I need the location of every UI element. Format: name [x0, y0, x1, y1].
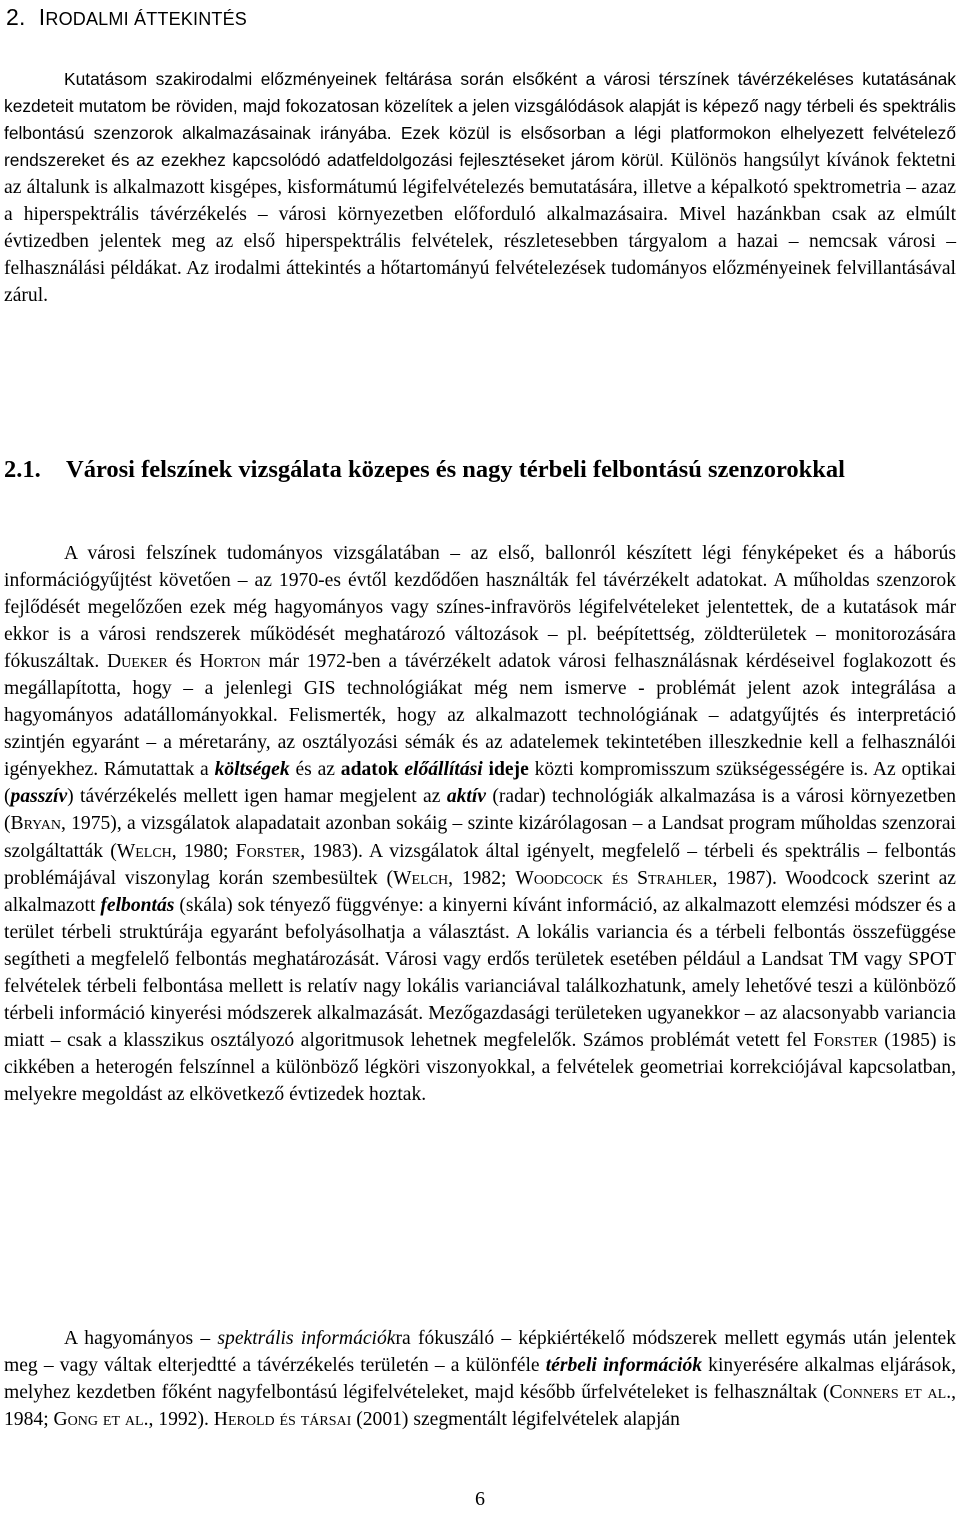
citation-horton: Horton — [199, 651, 261, 673]
citation-dueker: Dueker — [106, 651, 168, 673]
section-number: 2.1. — [4, 456, 41, 483]
body-paragraph-1 — [4, 540, 956, 1108]
text-run: , 1983). A vizsgálatok által igényelt, megfelelő – térbeli és spektrális – felbontás problémájával viszonylag korán szembesültek ( — [4, 840, 957, 889]
text-run: , 1975), a vizsgálatok alapadatait azonban sokáig – szinte kizárólagosan – a Landsat program műholdas szenzorai szolgáltatták ( — [4, 813, 956, 862]
text-run: közti kompromisszum szükségességére is. Az optikai ( — [4, 759, 956, 808]
body-paragraph-2 — [4, 1325, 956, 1433]
intro-sentence-4: Mivel hazánkban csak az elmúlt évtizedben jelentek meg az első hiperspektrális felvételek, részletesebben tárgyalom a hazai – nemcsak városi – felhasználási példákat. — [4, 204, 957, 280]
citation-gong: Gong et al. — [53, 1409, 149, 1431]
text-run: kinyerésére alkalmas eljárások, melyhez kezdetben főként nagyfelbontású légifelvételeket, majd később űrfelvételeket is felhasználtak ( — [4, 1355, 956, 1404]
text-run: , 1984; — [4, 1382, 956, 1431]
section-title: Városi felszínek vizsgálata közepes és nagy térbeli felbontású szenzorokkal — [66, 456, 845, 483]
emphasis-adatok: adatok — [340, 759, 399, 781]
text-run: és — [167, 651, 200, 673]
citation-forster-1985: Forster — [813, 1029, 878, 1051]
text-run: A városi felszínek tudományos vizsgálatában – az első, ballonról készített légi fényképeket és a háborús információgyűjtést követően – az 1970-es évtől kezdődően használták fel távérzékelt adatokat. A műholdas szenzorok fejlődését megelőzően ezek még hagyományos vagy színes-infravörös légifelvételeket jelentettek, de a kutatások már ekkor is a városi rendszerek működését meghatározó változások – pl. beépítettség, zöldterületek – monitorozására fókuszáltak. — [4, 543, 956, 673]
citation-forster-1983: Forster — [235, 840, 301, 862]
text-run: és az — [289, 759, 341, 781]
intro-sentence-2: Ezek közül is elsősorban a légi platformokon elhelyezett felvételező rendszereket és az ezekhez kapcsolódó adatfeldolgozási fejlesztéseket járom körül. — [4, 123, 956, 170]
emphasis-ideje: ideje — [488, 759, 529, 781]
text-run: már 1972-ben a távérzékelt adatok városi felhasználásnak kérdéseivel foglakozott és megállapította, hogy – a jelenlegi GIS technológiákat még nem ismerve - problémát jelent azok integrálása a hagyományos adatállományokkal. Felismerték, hogy az alkalmazott technológiának – adatgyűjtés és interpretáció szintjén egyaránt – a méretarány, az osztályozási sémák és az adatelemek tekintetében illeszkednie kell a felhasználói igényekhez. Rámutattak a — [4, 651, 956, 781]
text-run: (skála) sok tényező függvénye: a kinyerni kívánt információ, az alkalmazott elemzési módszer és a terület térbeli struktúrája egyaránt befolyásolhatja a választást. A lokális variancia és a térbeli felbontás összefüggése segítheti a megfelelő felbontás meghatározását. Városi vagy erdős területek esetében például a Landsat TM vagy SPOT felvételek térbeli felbontása mellett is relatív nagy lokális varianciával találkozhatunk, amely lehetővé teszi a különböző térbeli információ kinyerési módszerek alkalmazását. Mezőgazdasági területeken ugyanekkor – az alacsonyabb variancia miatt – csak a klasszikus osztályozó algoritmusok lehetnek megfelelők. Számos problémát vetett fel — [4, 894, 956, 1051]
intro-sentence-3: Különös hangsúlyt kívánok fektetni az általunk is alkalmazott kisgépes, kisformátumú légifelvételezés bemutatására, illetve a képalkotó spektrometria – azaz a hiperspektrális távérzékelés – városi környezetben előforduló alkalmazásaira. — [4, 150, 956, 226]
citation-welch-1980: Welch — [116, 840, 172, 862]
chapter-number: 2. — [6, 4, 26, 30]
text-run: , 1992). — [148, 1409, 214, 1431]
text-run: (2001) szegmentált légifelvételek alapján — [351, 1409, 680, 1431]
citation-welch-1982: Welch — [393, 867, 449, 889]
emphasis-eloallitasi: előállítási — [404, 759, 483, 781]
text-run: (1985) is cikkében a heterogén felszínnel a különböző légköri viszonyokkal, a felvételek geometriai korrekciójával kapcsolatban, melyekre megoldást az elkövetkező évtizedek hoztak. — [4, 1029, 956, 1105]
chapter-title-initial: I — [38, 4, 46, 30]
emphasis-koltsegek: költségek — [214, 759, 290, 781]
section-heading — [4, 453, 944, 486]
citation-bryan: Bryan — [10, 813, 61, 835]
emphasis-spektralis-informaciok: spektrális információk — [217, 1328, 396, 1349]
emphasis-passziv: passzív — [10, 786, 68, 808]
text-run: , 1980; — [171, 840, 236, 862]
citation-conners: Conners et al. — [829, 1382, 952, 1404]
emphasis-terbeli-informaciok: térbeli információk — [545, 1355, 703, 1377]
intro-sentence-5: Az irodalmi áttekintés a hőtartományú felvételezések tudományos előzményeinek felvillantásával zárul. — [4, 258, 956, 307]
chapter-heading — [6, 4, 247, 31]
emphasis-aktiv: aktív — [446, 786, 487, 808]
text-run: , 1987). Woodcock szerint az alkalmazott — [4, 867, 956, 916]
page-number: 6 — [475, 1488, 485, 1510]
citation-woodcock-strahler: Woodcock és Strahler — [515, 867, 713, 889]
text-run: (radar) technológiák alkalmazása is a városi környezetben ( — [4, 786, 957, 835]
text-run: , 1982; — [448, 867, 516, 889]
chapter-title-rest: RODALMI ÁTTEKINTÉS — [45, 9, 248, 29]
intro-paragraph — [4, 66, 956, 309]
intro-sentence-1: Kutatásom szakirodalmi előzményeinek feltárása során elsőként a városi térszínek távérzékeléses kutatásának kezdeteit mutatom be röviden, majd fokozatosan közelítek a jelen vizsgálódások alapját is képező nagy térbeli és spektrális felbontású szenzorok alkalmazásainak irányába. — [4, 69, 956, 143]
text-run: ra fókuszáló – képkiértékelő módszerek mellett egymás után jelentek meg – vagy váltak elterjedtté a távérzékelés területén – a különféle — [4, 1328, 957, 1377]
text-run: ) távérzékelés mellett igen hamar megjelent az — [67, 786, 447, 808]
citation-herold: Herold és társai — [213, 1409, 352, 1431]
emphasis-felbontas: felbontás — [100, 894, 175, 916]
text-run: A hagyományos – — [64, 1328, 218, 1349]
